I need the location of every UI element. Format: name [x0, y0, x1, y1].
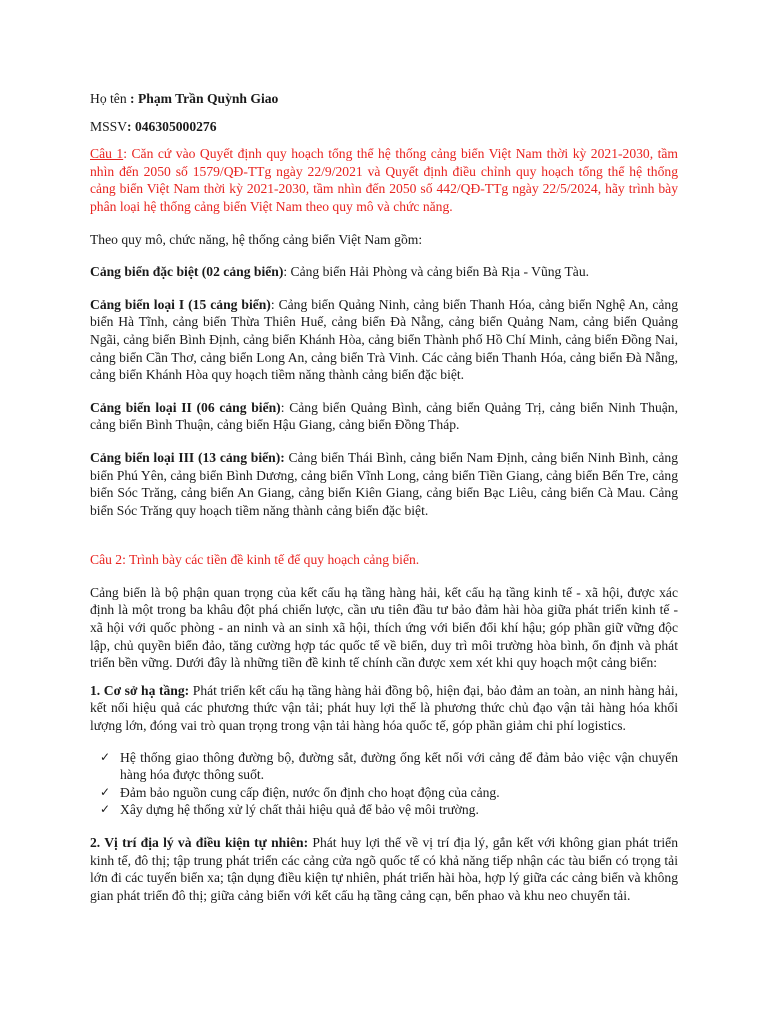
question-1-prompt: Câu 1: Căn cứ vào Quyết định quy hoạch tổng thể hệ thống cảng biển Việt Nam thời kỳ 2021-2030, tầm nhìn đến 2050 số 1579/QĐ-TTg ngày 22/9/2021 và Quyết định điều chỉnh quy hoạch tổng thể hệ thống cảng biển Việt Nam thời kỳ 2021-2030, tầm nhìn đến 2050 số 442/QĐ-TTg ngày 22/5/2024, hãy trình bày phân loại hệ thống cảng biển Việt Nam theo quy mô và chức năng.: [90, 146, 678, 214]
question-2-intro: Cảng biển là bộ phận quan trọng của kết cấu hạ tầng hàng hải, kết cấu hạ tầng kinh tế - xã hội, được xác định là một trong ba khâu đột phá chiến lược, cần ưu tiên đầu tư bảo đảm hài hòa giữa phát triển kinh tế - xã hội với quốc phòng - an ninh và an sinh xã hội, thích ứng với biến đổi khí hậu; góp phần giữ vững độc lập, chủ quyền biển đảo, tăng cường hợp tác quốc tế về biển, duy trì môi trường hòa bình, ổn định và phát triển bền vững. Dưới đây là những tiền đề kinh tế chính cần được xem xét khi quy hoạch một cảng biển:: [90, 584, 678, 671]
student-name-line: Họ tên : Phạm Trần Quỳnh Giao: [90, 91, 279, 106]
list-item: ✓ Đảm bảo nguồn cung cấp điện, nước ổn định cho hoạt động của cảng.: [100, 784, 500, 800]
category-type-1: Cảng biển loại I (15 cảng biển): Cảng biển Quảng Ninh, cảng biển Thanh Hóa, cảng biển Nghệ An, cảng biển Hà Tĩnh, cảng biển Thừa Thiên Huế, cảng biển Đà Nẵng, cảng biển Quảng Nam, cảng biển Quảng Ngãi, cảng biển Bình Định, cảng biển Khánh Hòa, cảng biển Thành phố Hồ Chí Minh, cảng biển Đồng Nai, cảng biển Cần Thơ, cảng biển Long An, cảng biển Trà Vinh. Các cảng biển Thanh Hóa, cảng biển Đà Nẵng, cảng biển Khánh Hòa quy hoạch tiềm năng thành cảng biển đặc biệt.: [90, 296, 678, 383]
category-special: Cảng biển đặc biệt (02 cảng biển): Cảng biển Hải Phòng và cảng biển Bà Rịa - Vũng Tàu.: [90, 264, 590, 280]
check-icon: ✓: [100, 749, 111, 764]
list-item: ✓ Hệ thống giao thông đường bộ, đường sắt, đường ống kết nối với cảng để đảm bảo việc vận chuyển hàng hóa được thông suốt.: [100, 749, 678, 783]
student-id-line: MSSV: 046305000276: [90, 118, 217, 134]
question-1-label: Câu 1: [90, 146, 124, 162]
check-icon: ✓: [100, 802, 111, 817]
question-1-intro: Theo quy mô, chức năng, hệ thống cảng biển Việt Nam gồm:: [90, 231, 423, 247]
student-name: : Phạm Trần Quỳnh Giao: [130, 91, 279, 106]
list-item: ✓ Xây dựng hệ thống xử lý chất thải hiệu quả để bảo vệ môi trường.: [100, 802, 479, 818]
section-infrastructure: 1. Cơ sở hạ tầng: Phát triển kết cấu hạ tầng hàng hải đồng bộ, hiện đại, bảo đảm an toàn, an ninh hàng hải, kết nối hiệu quả các phương thức vận tải; phát huy lợi thế là phương thức chủ đạo vận tải hàng hóa khối lượng lớn, đóng vai trò quan trọng trong vận tải hàng hóa quốc tế, góp phần giảm chi phí logistics.: [90, 682, 678, 734]
infrastructure-checklist: [90, 749, 678, 819]
student-id: : 046305000276: [127, 118, 217, 134]
category-type-3: Cảng biển loại III (13 cảng biển): Cảng biển Thái Bình, cảng biển Nam Định, cảng biển Ninh Bình, cảng biển Phú Yên, cảng biển Bình Dương, cảng biển Vĩnh Long, cảng biển Tiền Giang, cảng biển Bến Tre, cảng biển Sóc Trăng, cảng biển An Giang, cảng biển Kiên Giang, cảng biển Bạc Liêu, cảng biển Cà Mau. Cảng biển Sóc Trăng quy hoạch tiềm năng thành cảng biển đặc biệt.: [90, 449, 678, 518]
question-2-prompt: Câu 2: Trình bày các tiền đề kinh tế để quy hoạch cảng biển.: [90, 552, 420, 568]
check-icon: ✓: [100, 784, 111, 799]
section-geography: 2. Vị trí địa lý và điều kiện tự nhiên: Phát huy lợi thế về vị trí địa lý, gắn kết với không gian phát triển kinh tế, đô thị; tập trung phát triển các cảng cửa ngõ quốc tế có khả năng tiếp nhận các tàu biển có trọng tải lớn đi các tuyến biển xa; tận dụng điều kiện tự nhiên, phát triển hài hòa, hợp lý giữa các cảng biển và không gian phát triển đô thị; giữa cảng biển với kết cấu hạ tầng cảng cạn, bến phao và khu neo chuyển tải.: [90, 835, 679, 903]
document-body: [90, 90, 678, 904]
category-type-2: Cảng biển loại II (06 cảng biển): Cảng biển Quảng Bình, cảng biển Quảng Trị, cảng biển Ninh Thuận, cảng biển Bình Thuận, cảng biển Hậu Giang, cảng biển Đồng Tháp.: [90, 399, 678, 433]
